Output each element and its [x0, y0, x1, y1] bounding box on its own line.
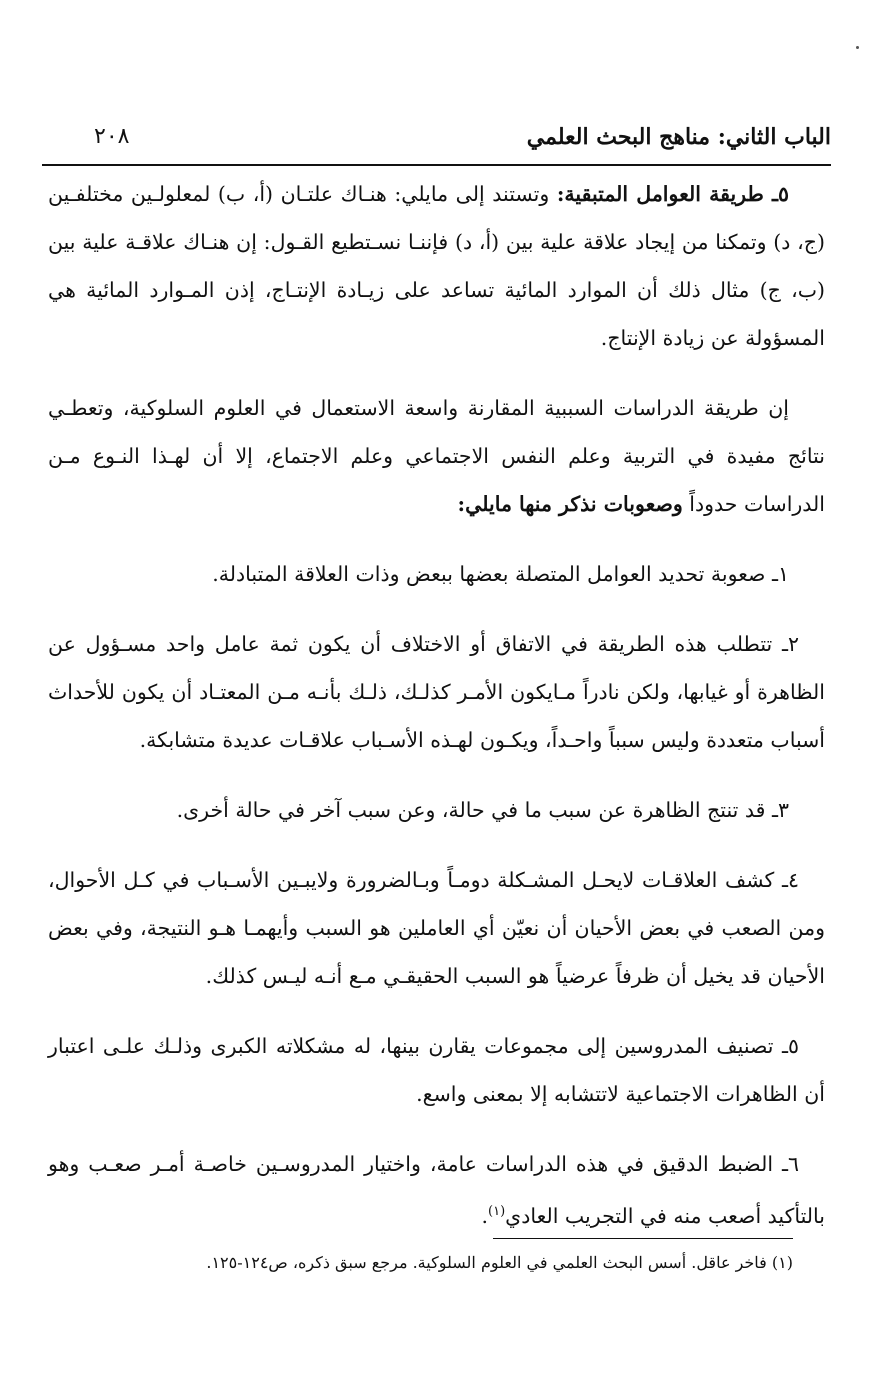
page-header — [42, 120, 831, 166]
list-item-6 — [48, 1140, 825, 1240]
footnote-separator — [493, 1238, 793, 1239]
page-number: ٢٠٨ — [94, 124, 130, 149]
paragraph-comparative-studies — [48, 384, 825, 528]
scan-speck — [856, 46, 859, 49]
paragraph-bold-text: وصعوبات نذكر منها مايلي: — [457, 492, 683, 516]
running-title: الباب الثاني: مناهج البحث العلمي — [526, 124, 831, 150]
list-item-text: ٦ـ الضبط الدقيق في هذه الدراسات عامة، واختيار المدروسـين خاصـة أمـر صعـب وهو بالتأكيد أصعب منه في التجريب العادي — [48, 1152, 825, 1228]
paragraph-text: وتستند إلى مايلي: هنـاك علتـان (أ، ب) لمعلولـين مختلفـين (ج، د) وتمكنا من إيجاد علاقة علية بين (أ، د) فإننـا نسـتطيع القـول: إن هنـاك علاقـة علية بين (ب، ج) مثال ذلك أن الموارد المائية تساعد على زيـادة الإنتـاج، إذن المـوارد المائية هي المسؤولة عن زيادة الإنتاج. — [48, 182, 825, 350]
footnote-reference: (١) — [488, 1204, 506, 1219]
list-item-5: ٥ـ تصنيف المدروسين إلى مجموعات يقارن بينها، له مشكلاته الكبرى وذلـك علـى اعتبار أن الظاهرات الاجتماعية لاتتشابه إلا بمعنى واسع. — [48, 1034, 825, 1106]
list-item-end: . — [481, 1203, 489, 1228]
list-item-1: ١ـ صعوبة تحديد العوامل المتصلة بعضها ببعض وذات العلاقة المتبادلة. — [212, 562, 789, 586]
body-text — [48, 170, 825, 1262]
paragraph-label: ٥ـ طريقة العوامل المتبقية: — [556, 182, 790, 206]
paragraph-text: إن طريقة الدراسات السببية المقارنة واسعة الاستعمال في العلوم السلوكية، وتعطـي نتائج مفيدة في التربية وعلم النفس الاجتماعي وعلم الاجتماع، إلا أن لهـذا النـوع مـن الدراسات حدوداً — [48, 396, 825, 516]
footnote: (١) فاخر عاقل. أسس البحث العلمي في العلوم السلوكية. مرجع سبق ذكره، ص١٢٤-١٢٥. — [206, 1253, 793, 1272]
list-item-2: ٢ـ تتطلب هذه الطريقة في الاتفاق أو الاختلاف أن يكون ثمة عامل واحد مسـؤول عن الظاهرة أو غيابها، ولكن نادراً مـايكون الأمـر كذلـك، ذلـك بأنـه مـن المعتـاد أن يكون للأحداث أسباب متعددة وليس سبباً واحـداً، ويكـون لهـذه الأسـباب علاقـات عديدة متشابكة. — [48, 632, 825, 752]
list-item-4: ٤ـ كشف العلاقـات لايحـل المشـكلة دومـاً وبـالضرورة ولايبـين الأسـباب في كـل الأحوال، ومن الصعب في بعض الأحيان أن نعيّن أي العاملين هو السبب وأيهمـا هـو النتيجة، وفي بعض الأحيان قد يخيل أن ظرفاً عرضياً هو السبب الحقيقـي مـع أنـه ليـس كذلك. — [48, 868, 825, 988]
list-item-3: ٣ـ قد تنتج الظاهرة عن سبب ما في حالة، وعن سبب آخر في حالة أخرى. — [176, 798, 789, 822]
paragraph-residual-method — [48, 170, 825, 362]
